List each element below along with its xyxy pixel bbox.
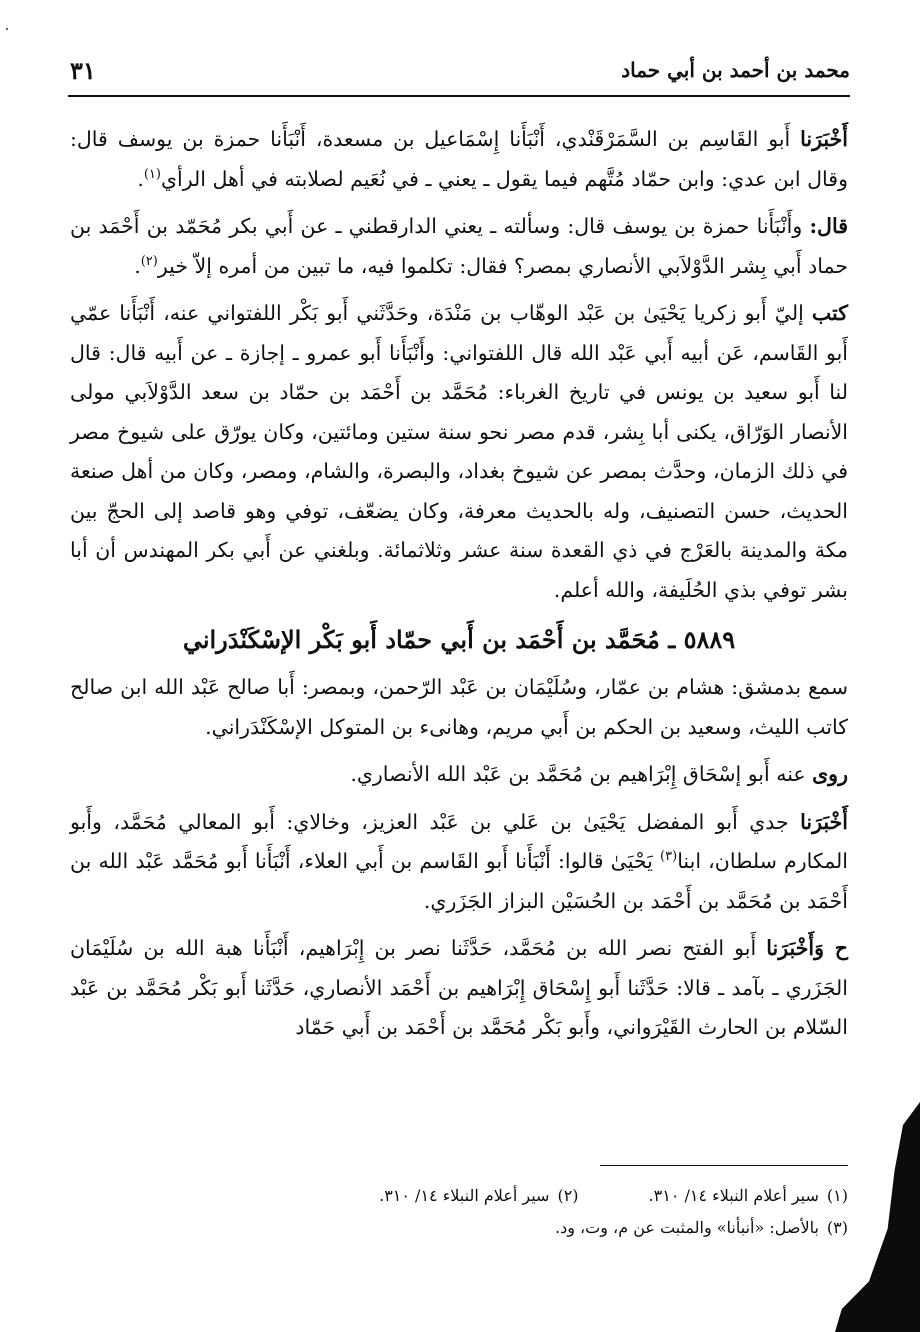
page-number: ٣١	[70, 56, 96, 85]
footnote	[379, 1180, 578, 1212]
footnotes	[70, 1180, 848, 1244]
running-title: محمد بن أحمد بن أبي حماد	[621, 58, 850, 82]
paragraph-text: وأَنْبَأَنا حمزة بن يوسف قال: وسألته ـ يعني الدارقطني ـ عن أَبي بكر مُحَمّد بن أَحْمَد بن حماد أَبي بِشر الدَّوْلاَبي الأنصاري بمصر؟ فقال: تكلموا فيه، ما تبين من أمره إلاّ خير	[70, 214, 848, 278]
paragraph-lead: قال:	[809, 214, 848, 238]
paragraph-lead: أَخْبَرَنا	[800, 127, 848, 151]
paragraph-tail: يَحْيَىٰ قالوا: أَنْبَأَنا أَبو القَاسم بن أَبي العلاء، أَنْبَأَنا أَبو مُحَمَّد عَبْد الله بن أَحْمَد بن مُحَمَّد بن أَحْمَد بن الحُسَيْن البزاز الجَزَري.	[70, 849, 848, 913]
paragraph-lead: كتب	[811, 301, 848, 325]
footnote	[555, 1212, 848, 1244]
paragraph-text: جدي أَبو المفضل يَحْيَىٰ بن عَلي بن عَبْد العزيز، وخالاي: أَبو المعالي مُحَمَّد، وأَبو المكارم سلطان، ابنا	[70, 809, 848, 873]
paragraph-text: إليّ أَبو زكريا يَحْيَىٰ بن عَبْد الوهّاب بن مَنْدَة، وحَدَّثَني أَبو بَكْر اللفتواني عنه، أَنْبَأَنا عمّي أَبو القَاسم، عَن أبيه أَبي عَبْد الله قال اللفتواني: وأَنْبَأَنا أَبو عمرو ـ إجازة ـ عن أَبيه قال: قال لنا أَبو سعيد بن يونس في تاريخ الغرباء: مُحَمَّد بن أَحْمَد بن حمّاد بن سعد الدَّوْلاَبي مولى الأنصار الوَرّاق، يكنى أبا بِشر، قدم مصر نحو سنة ستين ومائتين، وكان يورّق على شيوخ مصر في ذلك الزمان، وحدَّث بمصر عن شيوخ بغداد، والبصرة، والشام، ومصر، وكان من أهل صنعة الحديث، حسن التصنيف، وله بالحديث معرفة، وكان يضعّف، توفي وهو قاصد إلى الحجّ بين مكة والمدينة بالعَرْج في ذي القعدة سنة عشر وثلاثمائة. وبلغني عن أَبي بكر المهندس أن أبا بشر توفي بذي الحُلَيفة، والله أعلم.	[70, 301, 848, 602]
paragraph-text: عنه أَبو إسْحَاق إِبْرَاهيم بن مُحَمَّد بن عَبْد الله الأنصاري.	[350, 762, 813, 786]
paragraph	[70, 929, 848, 1048]
paragraph-tail: .	[137, 166, 144, 191]
header-rule	[68, 95, 850, 97]
paragraph	[70, 803, 848, 922]
footnote-text: سير أعلام النبلاء ١٤/ ٣١٠.	[379, 1186, 550, 1205]
paragraph	[70, 755, 848, 795]
scan-speck	[6, 28, 8, 30]
entry-heading: ٥٨٨٩ ـ مُحَمَّد بن أَحْمَد بن أَبي حمّاد أَبو بَكْر الإسْكَنْدَراني	[182, 625, 736, 654]
footnote	[649, 1180, 848, 1212]
paragraph-text: أَبو الفتح نصر الله بن مُحَمَّد، حَدَّثَنا نصر بن إِبْرَاهيم، أَنْبَأَنا هبة الله بن سُلَيْمَان الجَزَري ـ بآمد ـ قالا: حَدَّثَنا أَبو إِسْحَاق إِبْرَاهيم بن أَحْمَد الأنصاري، حَدَّثَنا أَبو بَكْر مُحَمَّد بن عَبْد السّلام بن الحارث القَيْرَواني، وأَبو بَكْر مُحَمَّد بن أَحْمَد بن أَبي حَمّاد	[70, 936, 848, 1039]
footnote-ref: (٢)	[140, 253, 158, 269]
footnote-number: (١)	[826, 1186, 848, 1205]
footnote-text: سير أعلام النبلاء ١٤/ ٣١٠.	[648, 1186, 819, 1205]
footnote-rule	[600, 1165, 848, 1166]
footnote-number: (٢)	[557, 1186, 579, 1205]
page-body	[70, 120, 848, 1056]
paragraph-text: أَبو القَاسِم بن السَّمَرْقَنْدي، أَنْبَأَنا إِسْمَاعيل بن مسعدة، أَنْبَأَنا حمزة بن يوسف قال: وقال ابن عدي: وابن حمّاد مُتَّهم فيما يقول ـ يعني ـ في نُعَيم لصلابته في أهل الرأي	[70, 127, 848, 191]
paragraph	[70, 120, 848, 199]
footnote-row	[70, 1180, 848, 1212]
paragraph	[70, 207, 848, 286]
footnote-ref: (١)	[143, 166, 161, 182]
paragraph-tail: .	[134, 253, 141, 278]
paragraph-lead: أَخْبَرَنا	[800, 809, 848, 834]
paragraph-text: سمع بدمشق: هشام بن عمّار، وسُلَيْمَان بن عَبْد الرّحمن، وبمصر: أَبا صالح عَبْد الله ابن صالح كاتب الليث، وسعيد بن الحكم بن أَبي مريم، وهانىء بن المتوكل الإسْكَنْدَراني.	[70, 675, 848, 739]
paragraph	[70, 668, 848, 747]
paragraph	[70, 294, 848, 610]
footnote-row	[70, 1212, 848, 1244]
paragraph-lead: روى	[812, 762, 848, 786]
page-header	[70, 52, 850, 92]
paragraph-lead: ح وَأَخْبَرَنا	[766, 936, 848, 960]
footnote-number: (٣)	[826, 1218, 848, 1237]
footnote-ref: (٣)	[660, 849, 678, 865]
footnote-text: بالأصل: «أنبأنا» والمثبت عن م، وت، ود.	[554, 1218, 819, 1237]
